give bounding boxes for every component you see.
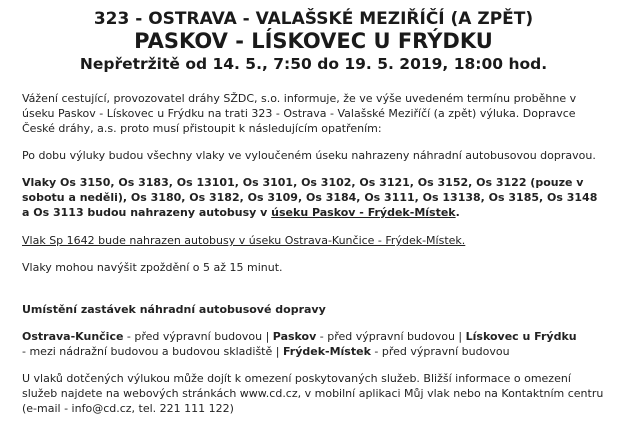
trains-line: sobotu a neděli), Os 3180, Os 3182, Os 3109, Os 3184, Os 3111, Os 13138, Os 3185, Os 3148 — [22, 191, 598, 204]
stops-line — [22, 344, 605, 359]
trains-line — [22, 205, 605, 220]
footer-paragraph — [22, 371, 605, 416]
intro-line: úseku Paskov - Lískovec u Frýdku na trati 323 - Ostrava - Valašské Meziříčí (a zpět) výluka. Dopravce — [22, 107, 576, 120]
stop-desc: - před výpravní budovou | — [123, 330, 273, 343]
stop-name: Frýdek-Místek — [282, 345, 371, 358]
stop-name: Paskov — [272, 330, 317, 343]
section-title: PASKOV - LÍSKOVEC U FRÝDKU — [134, 29, 493, 53]
intro-line: Vážení cestující, provozovatel dráhy SŽDC, s.o. informuje, že ve výše uvedeném termínu proběhne v — [22, 92, 577, 105]
sp-train-notice: Vlak Sp 1642 bude nahrazen autobusy v úseku Ostrava-Kunčice - Frýdek-Místek. — [22, 234, 466, 247]
date-range: Nepřetržitě od 14. 5., 7:50 do 19. 5. 2019, 18:00 hod. — [79, 55, 548, 73]
footer-line: služeb najdete na webových stránkách www.cd.cz, v mobilní aplikaci Můj vlak nebo na Kontaktním centru — [22, 387, 604, 400]
stop-desc: - před výpravní budovou | — [316, 330, 466, 343]
trains-line: Vlaky Os 3150, Os 3183, Os 13101, Os 3101, Os 3102, Os 3121, Os 3152, Os 3122 (pouze v — [22, 176, 584, 189]
stops-heading: Umístění zastávek náhradní autobusové dopravy — [22, 303, 326, 316]
intro-line: České dráhy, a.s. proto musí přistoupit k následujícím opatřením: — [22, 122, 382, 135]
stop-name: Lískovec u Frýdku — [465, 330, 577, 343]
footer-line: U vlaků dotčených výlukou může dojít k omezení poskytovaných služeb. Bližší informace o omezení — [22, 372, 571, 385]
delay-notice: Vlaky mohou navýšit zpoždění o 5 až 15 minut. — [22, 261, 283, 274]
stop-desc: - mezi nádražní budovou a budovou skladiště | — [22, 345, 283, 358]
intro-paragraph — [22, 91, 605, 136]
stop-desc: - před výpravní budovou — [370, 345, 510, 358]
stop-name: Ostrava-Kunčice — [22, 330, 124, 343]
trains-line-start: a Os 3113 budou nahrazeny autobusy v — [22, 206, 272, 219]
replacement-paragraph: Po dobu výluky budou všechny vlaky ve vyloučeném úseku nahrazeny náhradní autobusovou dopravou. — [22, 149, 596, 162]
line-title: 323 - OSTRAVA - VALAŠSKÉ MEZIŘÍČÍ (A ZPĚT) — [93, 9, 534, 29]
stops-line — [22, 329, 605, 344]
trains-line-end: . — [455, 206, 460, 219]
trains-section: úseku Paskov - Frýdek-Místek — [271, 206, 456, 219]
footer-line: (e-mail - info@cd.cz, tel. 221 111 122) — [22, 402, 234, 415]
stops-paragraph — [22, 329, 605, 359]
affected-trains-paragraph — [22, 175, 605, 220]
